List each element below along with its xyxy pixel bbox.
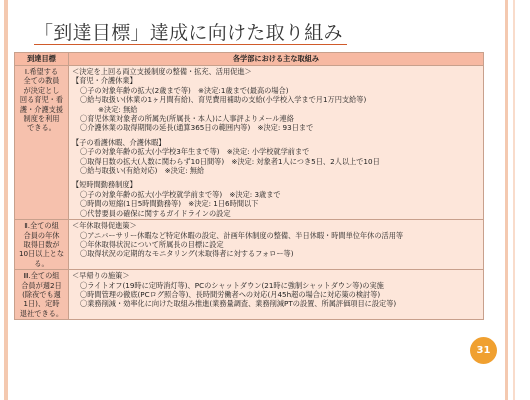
goal-text-line: (除夜でも週 [22,289,61,299]
goal-text-line: 制度を利用 [23,114,60,124]
initiative-line: ＜年休取得促進策＞ [72,221,137,231]
goal-text-line: る。 [34,258,49,268]
initiative-line: 【短時間勤務制度】 [72,180,137,190]
table-row [15,270,484,320]
goal-text-line: 護・介護支援 [19,104,64,114]
initiative-line: 〇給与取扱い(休業の1ヶ月間有給)、育児費用補助の支給(小学校入学まで月1万円支給等) [80,95,367,105]
page-number-badge: 31 [470,337,497,364]
initiatives-cell [69,66,484,220]
goals-table [14,52,484,320]
initiatives-cell [69,220,484,270]
initiative-line: ＜決定を上回る両立支援制度の整備・拡充、活用促進＞ [72,67,252,76]
goal-text-line: 1日)、定時 [23,299,60,309]
header-initiatives: 各学部における主な取組み [69,53,484,66]
initiative-line: 〇子の対象年齢の拡大(小学校就学前まで等) ※決定: 3歳まで [80,189,281,199]
initiative-line: 〇取得日数の拡大(人数に関わらず10日間等) ※決定: 対象者1人につき5日、2人以上で10日 [80,156,380,166]
goal-text-line: できる。 [27,123,56,133]
initiative-line: ※決定: 無給 [98,104,138,114]
goal-text-line: 10日以上とな [18,249,65,259]
goal-text-line: 取得日数が [23,239,60,249]
initiative-line: 〇ライトオフ(19時に定時消灯等)、PCのシャットダウン(21時に強制シャットダウン等)の実施 [80,280,384,290]
initiative-line: 〇時間の短縮(1日5時間勤務等) ※決定: 1日6時間以下 [80,199,259,209]
goal-text-line: Ⅲ.全ての組 [23,271,60,281]
initiative-line: 〇子の対象年齢の拡大(小学校3年生まで等) ※決定: 小学校就学前まで [80,147,310,157]
goal-text-line: が決定とし [23,85,60,95]
left-decorative-rail [4,0,8,400]
goal-cell [15,66,69,220]
initiative-line: 〇給与取扱い(有給対応) ※決定: 無給 [80,166,205,176]
initiatives-cell [69,270,484,320]
initiative-line: 〇年休取得状況について所属長の目標に設定 [80,239,224,249]
table-row [15,220,484,270]
slide-title: 「到達目標」達成に向けた取り組み [34,22,343,44]
goal-text-line: 合員の年休 [23,230,60,240]
goal-text-line: 回る育児・看 [19,95,64,105]
goal-cell [15,220,69,270]
goal-text-line: 全ての教員 [23,76,60,86]
title-underline [34,44,347,45]
initiative-line: 〇介護休業の取得期間の延長(通算365日の範囲内等) ※決定: 93日まで [80,123,314,133]
initiative-line: 〇代替要員の確保に関するガイドラインの設定 [80,208,231,218]
initiative-line: 【育児・介護休業】 [72,76,137,86]
goal-text-line: Ⅱ.全ての組 [24,221,59,231]
table-row [15,66,484,220]
initiative-line: 〇時間管理の徹底(PCログ照合等)、長時間労働者への対応(月45h超の場合に対応策の検討等) [80,289,381,299]
goal-text-line: 退社できる。 [19,308,64,318]
goal-text-line: Ⅰ.希望する [24,67,59,76]
table-header-row [15,53,484,66]
right-decorative-rail-inner [513,0,515,400]
initiative-line: 〇育児休業対象者の所属先(所属長・本人)に人事評よりメール連絡 [80,114,294,124]
initiative-line: ＜早帰りの施策＞ [72,271,130,281]
goal-cell [15,270,69,320]
initiative-line: 〇アニバーサリー休暇など特定休暇の設定、計画年休制度の整備、半日休暇・時間単位年休の活用等 [80,230,404,240]
initiative-line: 〇業務削減・効率化に向けた取組み推進(業務量調査、業務削減PTの設置、所属評価項目に設定等) [80,299,397,309]
initiative-line: 〇取得状況の定期的なモニタリング(未取得者に対するフォロー等) [80,249,294,259]
initiative-line: 〇子の対象年齢の拡大(2歳まで等) ※決定:1歳まで(最高の場合) [80,85,289,95]
header-goal: 到達目標 [15,53,69,66]
right-decorative-rail [505,0,508,400]
initiative-line: 【子の看護休暇、介護休暇】 [72,137,166,147]
goal-text-line: 合員が週2日 [21,280,62,290]
